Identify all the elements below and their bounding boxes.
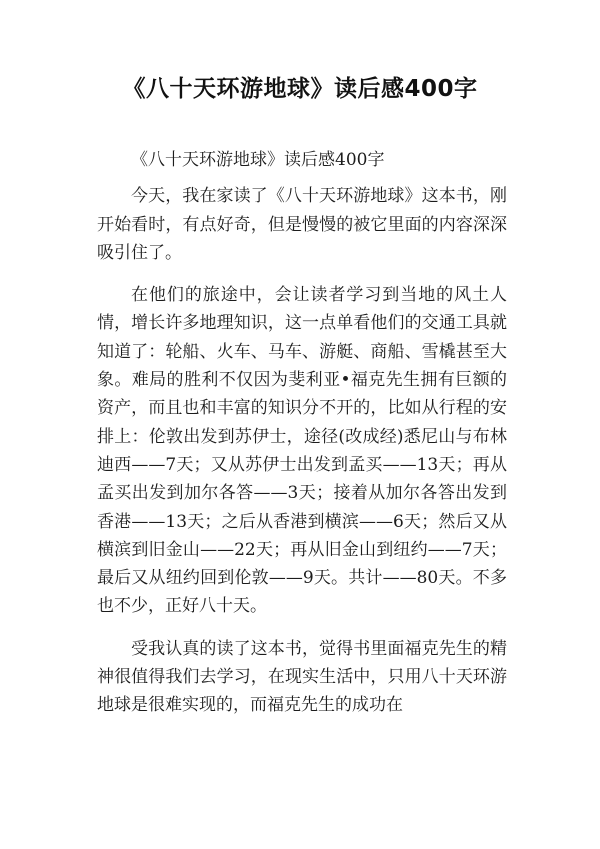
paragraph-2: 在他们的旅途中，会让读者学习到当地的风土人情，增长许多地理知识，这一点单看他们的交通工具就知道了：轮船、火车、马车、游艇、商船、雪橇甚至大象。难局的胜利不仅因为斐利亚•福克先生拥有巨额的资产，而且也和丰富的知识分不开的，比如从行程的安排上：伦敦出发到苏伊士，途径(改成经)悉尼山与布林迪西——7天；又从苏伊士出发到孟买——13天；再从孟买出发到加尔各答——3天；接着从加尔各答出发到香港——13天；之后从香港到横滨——6天；然后又从横滨到旧金山——22天；再从旧金山到纽约——7天；最后又从纽约回到伦敦——9天。共计——80天。不多也不少，正好八十天。 — [97, 285, 507, 617]
document-subtitle: 《八十天环游地球》读后感400字 — [131, 150, 385, 170]
paragraph-3: 受我认真的读了这本书，觉得书里面福克先生的精神很值得我们去学习，在现实生活中，只用八十天环游地球是很难实现的，而福克先生的成功在 — [97, 638, 507, 716]
document-body — [97, 146, 507, 720]
document-title: 《八十天环游地球》读后感400字 — [122, 76, 478, 102]
paragraph-1: 今天，我在家读了《八十天环游地球》这本书，刚开始看时，有点好奇，但是慢慢的被它里面的内容深深吸引住了。 — [97, 186, 507, 263]
